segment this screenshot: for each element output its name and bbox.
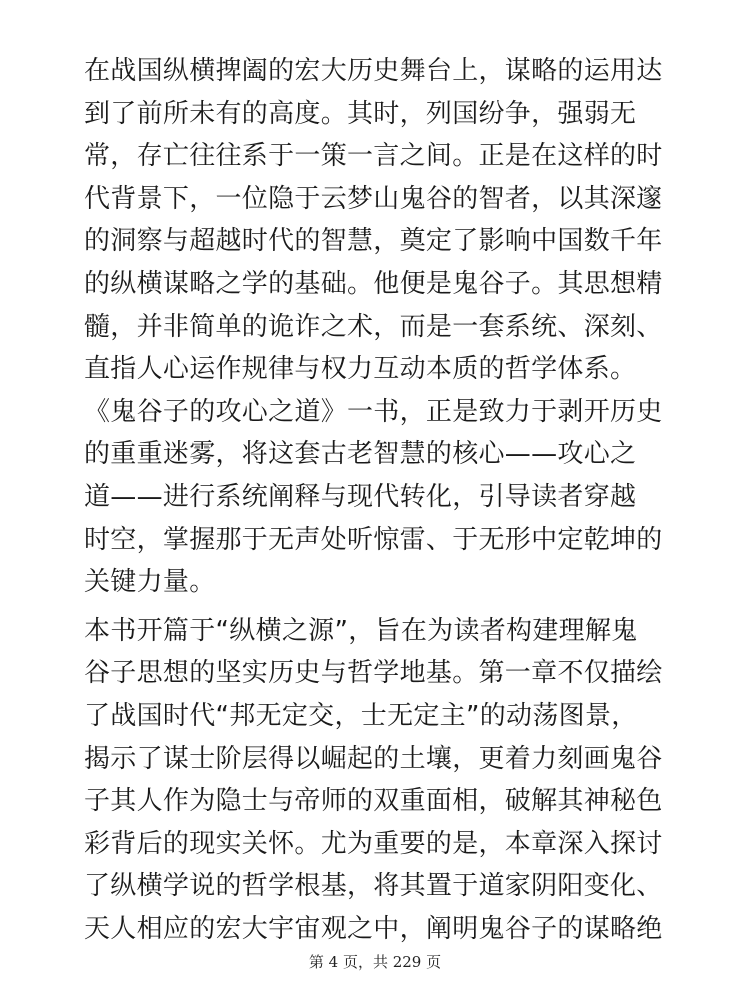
- text-line: 常，存亡往往系于一策一言之间。正是在这样的时: [84, 141, 663, 172]
- page-number-footer: 第 4 页，共 229 页: [308, 953, 442, 971]
- text-line: 髓，并非简单的诡诈之术，而是一套系统、深刻、: [84, 311, 663, 342]
- text-line: 本书开篇于“纵横之源”，旨在为读者构建理解鬼: [84, 615, 638, 646]
- text-line: 天人相应的宏大宇宙观之中，阐明鬼谷子的谋略绝: [84, 913, 663, 944]
- body-text: [84, 50, 674, 950]
- text-line: 彩背后的现实关怀。尤为重要的是，本章深入探讨: [84, 828, 663, 859]
- text-line: 在战国纵横捭阖的宏大历史舞台上，谋略的运用达: [84, 56, 663, 86]
- text-line: 了纵横学说的哲学根基，将其置于道家阴阳变化、: [84, 871, 663, 902]
- paragraph-1: [84, 50, 674, 604]
- text-line: 到了前所未有的高度。其时，列国纷争，强弱无: [84, 98, 637, 129]
- text-line: 关键力量。: [84, 567, 216, 598]
- text-line: 道——进行系统阐释与现代转化，引导读者穿越: [84, 481, 637, 512]
- text-line: 的洞察与超越时代的智慧，奠定了影响中国数千年: [84, 226, 663, 257]
- text-line: 直指人心运作规律与权力互动本质的哲学体系。: [84, 354, 637, 385]
- text-line: 谷子思想的坚实历史与哲学地基。第一章不仅描绘: [84, 658, 663, 689]
- text-line: 的纵横谋略之学的基础。他便是鬼谷子。其思想精: [84, 268, 663, 299]
- text-line: 了战国时代“邦无定交，士无定主”的动荡图景，: [84, 700, 638, 731]
- paragraph-2: [84, 610, 674, 951]
- text-line: 代背景下，一位隐于云梦山鬼谷的智者，以其深邃: [84, 183, 663, 214]
- text-line: 揭示了谋士阶层得以崛起的土壤，更着力刻画鬼谷: [84, 743, 663, 774]
- text-line: 子其人作为隐士与帝师的双重面相，破解其神秘色: [84, 786, 663, 817]
- text-line: 的重重迷雾，将这套古老智慧的核心——攻心之: [84, 439, 637, 470]
- text-line: 时空，掌握那于无声处听惊雷、于无形中定乾坤的: [84, 524, 663, 555]
- text-line: 《鬼谷子的攻心之道》一书，正是致力于剥开历史: [84, 396, 663, 427]
